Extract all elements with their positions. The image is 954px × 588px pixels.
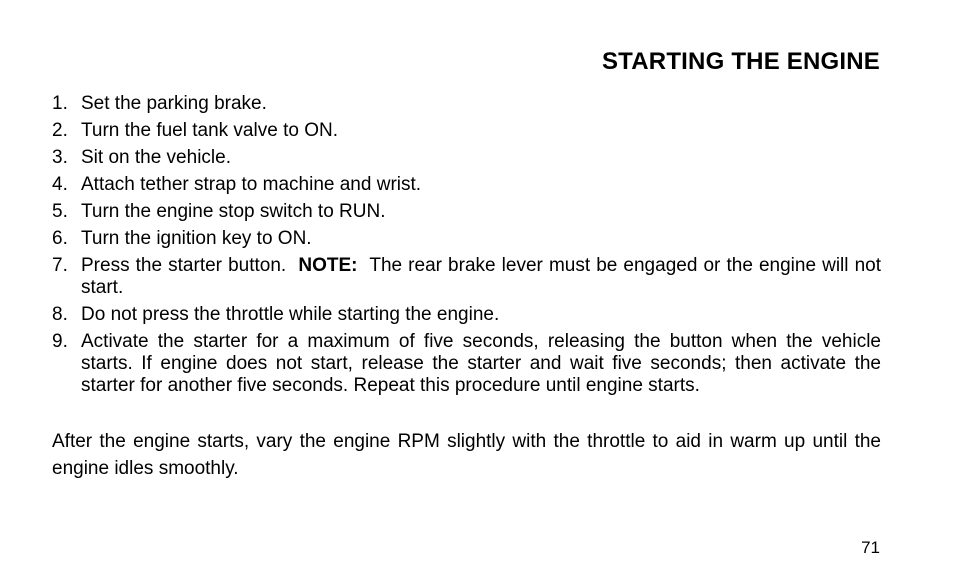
step-text: Press the starter button.	[81, 255, 287, 276]
step-text: Do not press the throttle while starting the engine.	[81, 304, 500, 325]
step-number: 5.	[52, 201, 68, 222]
step-number: 3.	[52, 147, 68, 168]
list-item	[52, 120, 881, 142]
page-number: 71	[861, 538, 880, 557]
step-number: 1.	[52, 93, 68, 114]
step-number: 8.	[52, 304, 68, 325]
note-label: NOTE:	[298, 255, 358, 276]
warm-up-paragraph: After the engine starts, vary the engine RPM slightly with the throttle to aid in warm up until the engine idles smoothly.	[52, 431, 881, 479]
step-text-with-note	[81, 255, 881, 299]
step-text: Set the parking brake.	[81, 93, 267, 114]
step-text: Attach tether strap to machine and wrist.	[81, 174, 422, 195]
step-number: 2.	[52, 120, 68, 141]
note-text: The rear brake lever must be engaged or the engine will not start.	[81, 255, 882, 298]
section-title: STARTING THE ENGINE	[601, 48, 880, 75]
list-item	[52, 174, 881, 196]
list-item	[52, 228, 881, 250]
list-item	[52, 201, 881, 223]
step-text: Turn the engine stop switch to RUN.	[81, 201, 386, 222]
step-text: Turn the ignition key to ON.	[81, 228, 312, 249]
starting-steps-list	[52, 93, 881, 402]
list-item	[52, 93, 881, 115]
list-item	[52, 255, 881, 299]
step-text: Sit on the vehicle.	[81, 147, 231, 168]
list-item	[52, 331, 881, 397]
step-text: Activate the starter for a maximum of five seconds, releasing the button when the vehicle starts. If engine does not start, release the starter and wait five seconds; then activate the starter for another five seconds. Repeat this procedure until engine starts.	[81, 331, 881, 396]
step-number: 9.	[52, 331, 68, 352]
step-number: 7.	[52, 255, 68, 276]
step-number: 6.	[52, 228, 68, 249]
list-item	[52, 147, 881, 169]
list-item	[52, 304, 881, 326]
step-number: 4.	[52, 174, 68, 195]
step-text: Turn the fuel tank valve to ON.	[81, 120, 338, 141]
